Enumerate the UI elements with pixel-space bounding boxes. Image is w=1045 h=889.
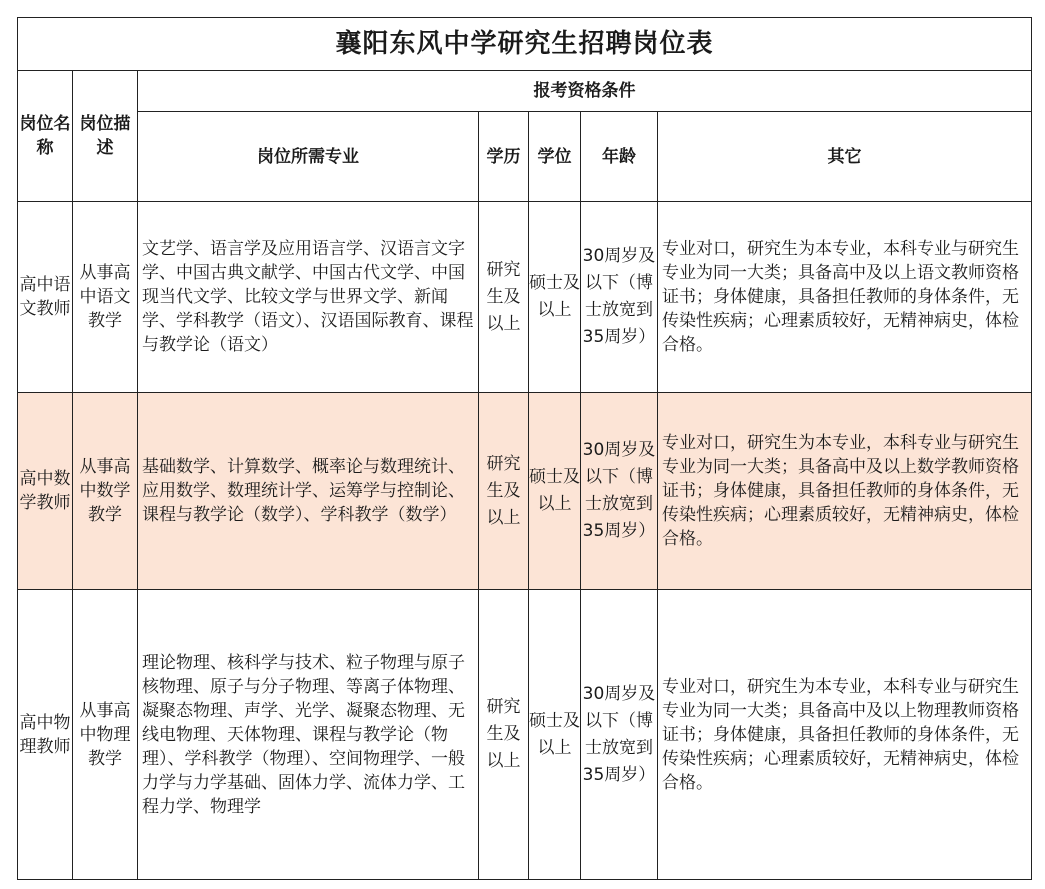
required-major: 文艺学、语言学及应用语言学、汉语言文字学、中国古典文献学、中国古代文学、中国现当代文学、比较文学与世界文学、新闻学、学科教学（语文）、汉语国际教育、课程与教学论（语文） — [138, 202, 479, 393]
header-major: 岗位所需专业 — [138, 112, 479, 202]
header-degree: 学位 — [529, 112, 581, 202]
position-name: 高中数学教师 — [18, 393, 73, 590]
position-name: 高中物理教师 — [18, 590, 73, 880]
age-limit: 30周岁及以下（博士放宽到35周岁） — [581, 202, 658, 393]
position-name: 高中语文教师 — [18, 202, 73, 393]
required-major: 基础数学、计算数学、概率论与数理统计、应用数学、数理统计学、运筹学与控制论、课程与教学论（数学）、学科教学（数学） — [138, 393, 479, 590]
table-row — [18, 393, 1032, 590]
page-title: 襄阳东风中学研究生招聘岗位表 — [18, 18, 1032, 71]
header-position-name: 岗位名称 — [18, 71, 73, 202]
header-qualifications: 报考资格条件 — [138, 71, 1032, 112]
header-position-desc: 岗位描述 — [73, 71, 138, 202]
age-limit: 30周岁及以下（博士放宽到35周岁） — [581, 393, 658, 590]
recruitment-table — [17, 17, 1032, 880]
position-desc: 从事高中语文教学 — [73, 202, 138, 393]
degree: 硕士及以上 — [529, 393, 581, 590]
position-desc: 从事高中物理教学 — [73, 590, 138, 880]
education: 研究生及以上 — [479, 202, 529, 393]
degree: 硕士及以上 — [529, 202, 581, 393]
other-requirements: 专业对口，研究生为本专业，本科专业与研究生专业为同一大类；具备高中及以上语文教师资格证书；身体健康，具备担任教师的身体条件，无传染性疾病；心理素质较好，无精神病史，体检合格。 — [658, 202, 1032, 393]
age-limit: 30周岁及以下（博士放宽到35周岁） — [581, 590, 658, 880]
header-education: 学历 — [479, 112, 529, 202]
header-age: 年龄 — [581, 112, 658, 202]
table-row — [18, 590, 1032, 880]
education: 研究生及以上 — [479, 590, 529, 880]
table-row — [18, 202, 1032, 393]
degree: 硕士及以上 — [529, 590, 581, 880]
header-other: 其它 — [658, 112, 1032, 202]
other-requirements: 专业对口，研究生为本专业，本科专业与研究生专业为同一大类；具备高中及以上数学教师资格证书；身体健康，具备担任教师的身体条件，无传染性疾病；心理素质较好，无精神病史，体检合格。 — [658, 393, 1032, 590]
other-requirements: 专业对口，研究生为本专业，本科专业与研究生专业为同一大类；具备高中及以上物理教师资格证书；身体健康，具备担任教师的身体条件，无传染性疾病；心理素质较好，无精神病史，体检合格。 — [658, 590, 1032, 880]
position-desc: 从事高中数学教学 — [73, 393, 138, 590]
education: 研究生及以上 — [479, 393, 529, 590]
required-major: 理论物理、核科学与技术、粒子物理与原子核物理、原子与分子物理、等离子体物理、凝聚态物理、声学、光学、凝聚态物理、无线电物理、天体物理、课程与教学论（物理）、学科教学（物理）、空间物理学、一般力学与力学基础、固体力学、流体力学、工程力学、物理学 — [138, 590, 479, 880]
